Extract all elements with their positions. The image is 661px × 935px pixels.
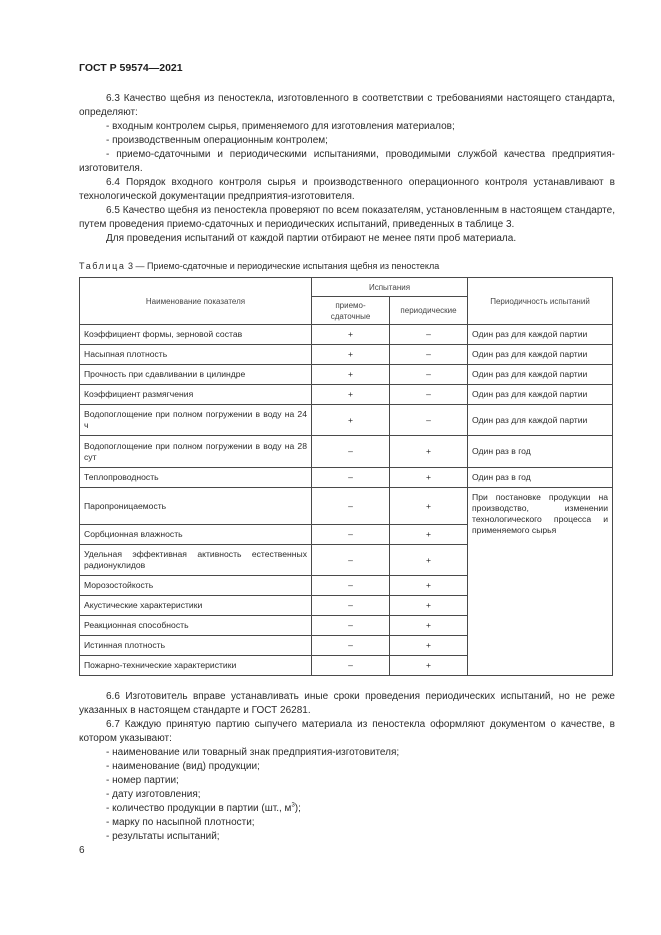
table-row	[80, 325, 613, 345]
list-item-text: - количество продукции в партии (шт., м	[106, 803, 292, 814]
cell-periodic: –	[390, 405, 468, 436]
cell-indicator: Сорбционная влажность	[80, 525, 312, 545]
cell-acceptance: –	[312, 488, 390, 525]
cell-frequency: Один раз для каждой партии	[468, 325, 613, 345]
cell-acceptance: –	[312, 468, 390, 488]
table-row	[80, 385, 613, 405]
list-item: - марку по насыпной плотности;	[106, 817, 255, 828]
cell-indicator: Акустические характеристики	[80, 596, 312, 616]
cell-periodic: +	[390, 636, 468, 656]
cell-periodic: –	[390, 385, 468, 405]
list-item: - номер партии;	[106, 775, 179, 786]
cell-frequency: Один раз в год	[468, 436, 613, 468]
cell-indicator: Паропроницаемость	[80, 488, 312, 525]
cell-periodic: +	[390, 488, 468, 525]
cell-indicator: Теплопроводность	[80, 468, 312, 488]
cell-acceptance: +	[312, 385, 390, 405]
table-row	[80, 405, 613, 436]
table-row	[80, 488, 613, 525]
list-item-tail: );	[294, 803, 301, 814]
cell-acceptance: –	[312, 656, 390, 676]
cell-indicator: Пожарно-технические характеристики	[80, 656, 312, 676]
paragraph-6-3: 6.3 Качество щебня из пеностекла, изготовленного в соответствии с требованиями настоящего стандарта, определяют:	[79, 93, 615, 118]
cell-acceptance: +	[312, 345, 390, 365]
header-periodic: периодические	[390, 297, 468, 325]
cell-periodic: +	[390, 545, 468, 576]
list-item: - результаты испытаний;	[106, 831, 220, 842]
table-caption-word: Таблица	[79, 261, 126, 271]
cell-periodic: +	[390, 468, 468, 488]
page-number: 6	[79, 845, 85, 856]
list-item: - наименование или товарный знак предприятия-изготовителя;	[106, 747, 400, 758]
cell-indicator: Коэффициент формы, зерновой состав	[80, 325, 312, 345]
cell-acceptance: –	[312, 636, 390, 656]
list-item: - производственным операционным контролем;	[106, 135, 328, 146]
list-item: - приемо-сдаточными и периодическими испытаниями, проводимыми службой качества предприятия-изготовителя.	[79, 149, 615, 174]
cell-acceptance: –	[312, 436, 390, 468]
header-frequency: Периодичность испытаний	[468, 278, 613, 325]
cell-periodic: –	[390, 325, 468, 345]
tests-table	[79, 277, 613, 676]
cell-acceptance: +	[312, 405, 390, 436]
cell-indicator: Прочность при сдавливании в цилиндре	[80, 365, 312, 385]
cell-periodic: +	[390, 656, 468, 676]
document-header: ГОСТ Р 59574—2021	[79, 62, 183, 74]
table-row	[80, 436, 613, 468]
cell-frequency: Один раз для каждой партии	[468, 345, 613, 365]
cell-periodic: –	[390, 365, 468, 385]
cell-periodic: +	[390, 525, 468, 545]
paragraph-6-7: 6.7 Каждую принятую партию сыпучего материала из пеностекла оформляют документом о качестве, в котором указывают:	[79, 719, 615, 744]
section-6-6-to-6-7	[79, 690, 615, 844]
list-item: - дату изготовления;	[106, 789, 201, 800]
cell-periodic: +	[390, 576, 468, 596]
paragraph-6-5: 6.5 Качество щебня из пеностекла проверяют по всем показателям, установленным в настоящем стандарте, путем проведения приемо-сдаточных и периодических испытаний, приведенных в таблице 3.	[79, 205, 615, 230]
cell-indicator: Удельная эффективная активность естественных радионуклидов	[80, 545, 312, 576]
section-6-3-to-6-5	[79, 92, 615, 246]
cell-frequency: Один раз для каждой партии	[468, 405, 613, 436]
header-acceptance: приемо-сдаточные	[312, 297, 390, 325]
cell-periodic: +	[390, 596, 468, 616]
table-caption-text: 3 — Приемо-сдаточные и периодические испытания щебня из пеностекла	[125, 261, 440, 271]
cell-periodic: +	[390, 436, 468, 468]
cell-acceptance: –	[312, 576, 390, 596]
cell-acceptance: +	[312, 325, 390, 345]
table-caption	[79, 261, 439, 271]
cell-indicator: Морозостойкость	[80, 576, 312, 596]
table-row	[80, 365, 613, 385]
paragraph-6-4: 6.4 Порядок входного контроля сырья и производственного операционного контроля устанавливают в технологической документации предприятия-изготовителя.	[79, 177, 615, 202]
cell-indicator: Коэффициент размягчения	[80, 385, 312, 405]
header-indicator-name: Наименование показателя	[80, 278, 312, 325]
cell-indicator: Насыпная плотность	[80, 345, 312, 365]
cell-indicator: Водопоглощение при полном погружении в воду на 28 сут	[80, 436, 312, 468]
list-item-quantity	[79, 802, 615, 816]
cell-acceptance: +	[312, 365, 390, 385]
cell-indicator: Реакционная способность	[80, 616, 312, 636]
table-row	[80, 468, 613, 488]
list-item: - наименование (вид) продукции;	[106, 761, 260, 772]
paragraph-6-6: 6.6 Изготовитель вправе устанавливать иные сроки проведения периодических испытаний, но не реже указанных в настоящем стандарте и ГОСТ 26281.	[79, 691, 615, 716]
cell-acceptance: –	[312, 525, 390, 545]
cell-indicator: Истинная плотность	[80, 636, 312, 656]
cell-indicator: Водопоглощение при полном погружении в воду на 24 ч	[80, 405, 312, 436]
cell-frequency: Один раз в год	[468, 468, 613, 488]
table-row	[80, 345, 613, 365]
cell-periodic: +	[390, 616, 468, 636]
superscript-3: 3	[291, 802, 295, 809]
cell-acceptance: –	[312, 616, 390, 636]
paragraph-6-5-samples: Для проведения испытаний от каждой партии отбирают не менее пяти проб материала.	[106, 233, 517, 244]
cell-frequency-merged: При постановке продукции на производство, изменении технологического процесса и применяемого сырья	[468, 488, 613, 676]
cell-acceptance: –	[312, 596, 390, 616]
header-tests: Испытания	[312, 278, 468, 297]
cell-frequency: Один раз для каждой партии	[468, 385, 613, 405]
cell-frequency: Один раз для каждой партии	[468, 365, 613, 385]
cell-acceptance: –	[312, 545, 390, 576]
cell-periodic: –	[390, 345, 468, 365]
list-item: - входным контролем сырья, применяемого для изготовления материалов;	[106, 121, 455, 132]
